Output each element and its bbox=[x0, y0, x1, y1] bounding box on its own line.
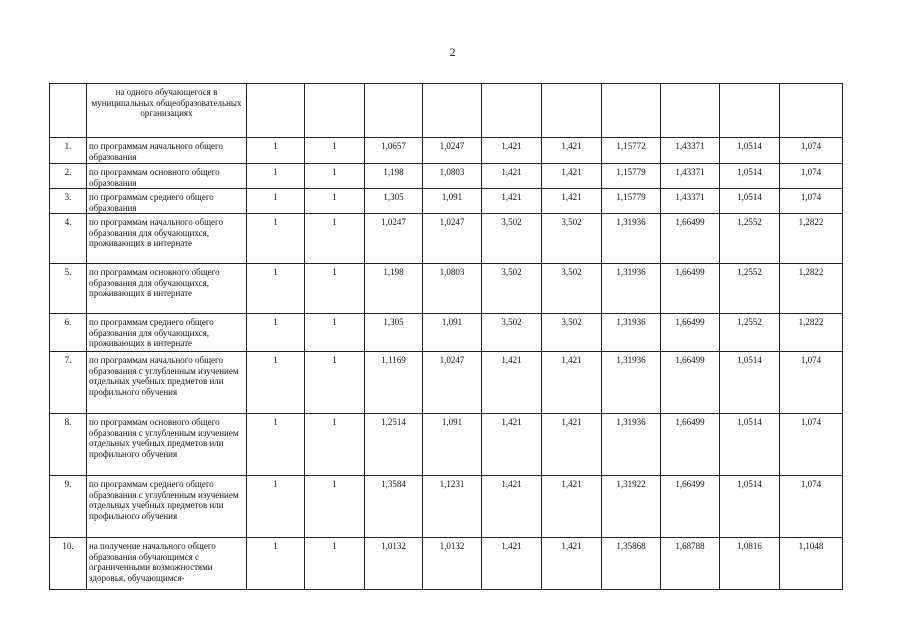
cell-empty bbox=[482, 84, 542, 138]
row-number: 2. bbox=[50, 164, 87, 189]
coefficient-value: 1,2822 bbox=[780, 264, 843, 314]
coefficient-value: 1,66499 bbox=[661, 352, 720, 414]
coefficient-value: 1,421 bbox=[542, 352, 602, 414]
row-description: по программам начального общего образования для обучающихся, проживающих в интернате bbox=[87, 214, 247, 264]
coefficient-value: 1,15779 bbox=[602, 189, 661, 214]
coefficient-value: 1,66499 bbox=[661, 264, 720, 314]
coefficient-value: 1,1048 bbox=[780, 538, 843, 590]
coefficient-value: 3,502 bbox=[542, 314, 602, 352]
cell-empty bbox=[661, 84, 720, 138]
row-description: по программам среднего общего образования с углубленным изучением отдельных учебных предметов или профильного обучения bbox=[87, 476, 247, 538]
coefficient-value: 1,421 bbox=[542, 164, 602, 189]
row-number: 5. bbox=[50, 264, 87, 314]
coefficient-value: 1,0247 bbox=[365, 214, 423, 264]
coefficient-value: 1,421 bbox=[542, 476, 602, 538]
coefficient-value: 1,0803 bbox=[423, 264, 482, 314]
coefficient-value: 1,421 bbox=[482, 138, 542, 164]
coefficient-value: 1,35868 bbox=[602, 538, 661, 590]
coefficient-value: 1,2552 bbox=[720, 314, 780, 352]
coefficient-value: 3,502 bbox=[542, 264, 602, 314]
row-number: 9. bbox=[50, 476, 87, 538]
coefficient-value: 1 bbox=[305, 189, 365, 214]
coefficient-value: 1,15772 bbox=[602, 138, 661, 164]
coefficient-value: 1,2514 bbox=[365, 414, 423, 476]
coefficient-value: 1,31936 bbox=[602, 414, 661, 476]
coefficient-value: 1 bbox=[247, 214, 305, 264]
coefficient-value: 1,31936 bbox=[602, 352, 661, 414]
coefficient-value: 1,421 bbox=[482, 538, 542, 590]
coefficient-value: 1 bbox=[305, 476, 365, 538]
table-row bbox=[50, 264, 843, 314]
row-description: по программам среднего общего образования для обучающихся, проживающих в интернате bbox=[87, 314, 247, 352]
table-row bbox=[50, 314, 843, 352]
coefficient-value: 1 bbox=[247, 352, 305, 414]
coefficient-value: 3,502 bbox=[542, 214, 602, 264]
coefficient-value: 1,31922 bbox=[602, 476, 661, 538]
table-row bbox=[50, 352, 843, 414]
coefficient-value: 1,0514 bbox=[720, 164, 780, 189]
coefficient-value: 1,074 bbox=[780, 164, 843, 189]
coefficient-value: 1 bbox=[247, 538, 305, 590]
coefficient-value: 1,198 bbox=[365, 164, 423, 189]
coefficient-value: 1 bbox=[305, 538, 365, 590]
coefficient-value: 1 bbox=[247, 414, 305, 476]
coefficient-value: 1,305 bbox=[365, 189, 423, 214]
table-row bbox=[50, 538, 843, 590]
row-number: 8. bbox=[50, 414, 87, 476]
coefficient-value: 1,3584 bbox=[365, 476, 423, 538]
coefficients-table bbox=[49, 83, 843, 590]
row-number: 1. bbox=[50, 138, 87, 164]
coefficient-value: 1,15779 bbox=[602, 164, 661, 189]
coefficient-value: 1 bbox=[247, 189, 305, 214]
coefficient-value: 1,43371 bbox=[661, 189, 720, 214]
coefficient-value: 1,198 bbox=[365, 264, 423, 314]
coefficient-value: 1,0514 bbox=[720, 476, 780, 538]
coefficient-value: 1,66499 bbox=[661, 314, 720, 352]
table-row bbox=[50, 476, 843, 538]
coefficient-value: 1,0132 bbox=[365, 538, 423, 590]
coefficient-value: 1,421 bbox=[482, 414, 542, 476]
coefficient-value: 1,2822 bbox=[780, 214, 843, 264]
coefficient-value: 1,421 bbox=[542, 189, 602, 214]
coefficient-value: 1 bbox=[305, 314, 365, 352]
coefficient-value: 1,2552 bbox=[720, 214, 780, 264]
row-number: 7. bbox=[50, 352, 87, 414]
coefficient-value: 1,0247 bbox=[423, 352, 482, 414]
coefficient-value: 1,091 bbox=[423, 189, 482, 214]
coefficient-value: 1,0514 bbox=[720, 138, 780, 164]
coefficient-value: 1,68788 bbox=[661, 538, 720, 590]
cell-empty bbox=[602, 84, 661, 138]
coefficient-value: 1 bbox=[305, 138, 365, 164]
coefficient-value: 1,091 bbox=[423, 414, 482, 476]
row-description: по программам среднего общего образования bbox=[87, 189, 247, 214]
coefficient-value: 1,0657 bbox=[365, 138, 423, 164]
cell-empty bbox=[247, 84, 305, 138]
row-number: 4. bbox=[50, 214, 87, 264]
coefficient-value: 1,421 bbox=[542, 538, 602, 590]
row-description: по программам основного общего образования для обучающихся, проживающих в интернате bbox=[87, 264, 247, 314]
coefficient-value: 1 bbox=[305, 352, 365, 414]
row-number: 10. bbox=[50, 538, 87, 590]
coefficient-value: 1,091 bbox=[423, 314, 482, 352]
coefficient-value: 1 bbox=[247, 138, 305, 164]
coefficient-value: 1 bbox=[247, 264, 305, 314]
coefficient-value: 1,1231 bbox=[423, 476, 482, 538]
coefficient-value: 1 bbox=[305, 264, 365, 314]
coefficient-value: 1,421 bbox=[542, 414, 602, 476]
table-row bbox=[50, 138, 843, 164]
cell-empty bbox=[305, 84, 365, 138]
coefficient-value: 1,074 bbox=[780, 414, 843, 476]
coefficient-value: 1,66499 bbox=[661, 476, 720, 538]
coefficient-value: 1 bbox=[247, 314, 305, 352]
table-header-row bbox=[50, 84, 843, 138]
coefficient-value: 3,502 bbox=[482, 264, 542, 314]
coefficient-value: 1,43371 bbox=[661, 138, 720, 164]
cell-empty bbox=[720, 84, 780, 138]
coefficient-value: 1 bbox=[247, 164, 305, 189]
table-row bbox=[50, 189, 843, 214]
coefficient-value: 1,0514 bbox=[720, 352, 780, 414]
coefficient-value: 1 bbox=[305, 414, 365, 476]
coefficient-value: 1,43371 bbox=[661, 164, 720, 189]
coefficient-value: 3,502 bbox=[482, 314, 542, 352]
cell-empty bbox=[423, 84, 482, 138]
coefficient-value: 1,0514 bbox=[720, 189, 780, 214]
coefficient-value: 1 bbox=[247, 476, 305, 538]
table-row bbox=[50, 414, 843, 476]
coefficient-value: 1,074 bbox=[780, 476, 843, 538]
coefficient-value: 1,31936 bbox=[602, 264, 661, 314]
row-description: по программам начального общего образования bbox=[87, 138, 247, 164]
coefficient-value: 1,421 bbox=[542, 138, 602, 164]
coefficient-value: 1,2822 bbox=[780, 314, 843, 352]
row-description: по программам основного общего образования с углубленным изучением отдельных учебных предметов или профильного обучения bbox=[87, 414, 247, 476]
coefficient-value: 1,66499 bbox=[661, 414, 720, 476]
header-description-cell: на одного обучающегося в муниципальных общеобразовательных организациях bbox=[87, 84, 247, 138]
coefficient-value: 1,66499 bbox=[661, 214, 720, 264]
coefficient-value: 1,0247 bbox=[423, 138, 482, 164]
cell-empty bbox=[780, 84, 843, 138]
cell-empty bbox=[542, 84, 602, 138]
table-row bbox=[50, 214, 843, 264]
coefficient-value: 3,502 bbox=[482, 214, 542, 264]
coefficient-value: 1,0132 bbox=[423, 538, 482, 590]
coefficient-value: 1,0803 bbox=[423, 164, 482, 189]
table-row bbox=[50, 164, 843, 189]
cell-empty bbox=[365, 84, 423, 138]
page-number: 2 bbox=[449, 45, 456, 59]
coefficient-value: 1,31936 bbox=[602, 214, 661, 264]
coefficient-value: 1,0816 bbox=[720, 538, 780, 590]
row-number: 6. bbox=[50, 314, 87, 352]
coefficient-value: 1 bbox=[305, 214, 365, 264]
row-description: по программам начального общего образования с углубленным изучением отдельных учебных предметов или профильного обучения bbox=[87, 352, 247, 414]
cell-empty bbox=[50, 84, 87, 138]
row-description: по программам основного общего образования bbox=[87, 164, 247, 189]
coefficient-value: 1,074 bbox=[780, 352, 843, 414]
row-description: на получение начального общего образования обучающимся с ограниченными возможностями здоровья, обучающимся- bbox=[87, 538, 247, 590]
coefficient-value: 1,0247 bbox=[423, 214, 482, 264]
coefficient-value: 1,421 bbox=[482, 352, 542, 414]
row-number: 3. bbox=[50, 189, 87, 214]
coefficient-value: 1,074 bbox=[780, 138, 843, 164]
coefficient-value: 1,2552 bbox=[720, 264, 780, 314]
coefficient-value: 1,305 bbox=[365, 314, 423, 352]
coefficient-value: 1 bbox=[305, 164, 365, 189]
coefficient-value: 1,31936 bbox=[602, 314, 661, 352]
coefficient-value: 1,0514 bbox=[720, 414, 780, 476]
coefficient-value: 1,421 bbox=[482, 476, 542, 538]
coefficient-value: 1,421 bbox=[482, 164, 542, 189]
coefficient-value: 1,074 bbox=[780, 189, 843, 214]
coefficient-value: 1,1169 bbox=[365, 352, 423, 414]
coefficient-value: 1,421 bbox=[482, 189, 542, 214]
